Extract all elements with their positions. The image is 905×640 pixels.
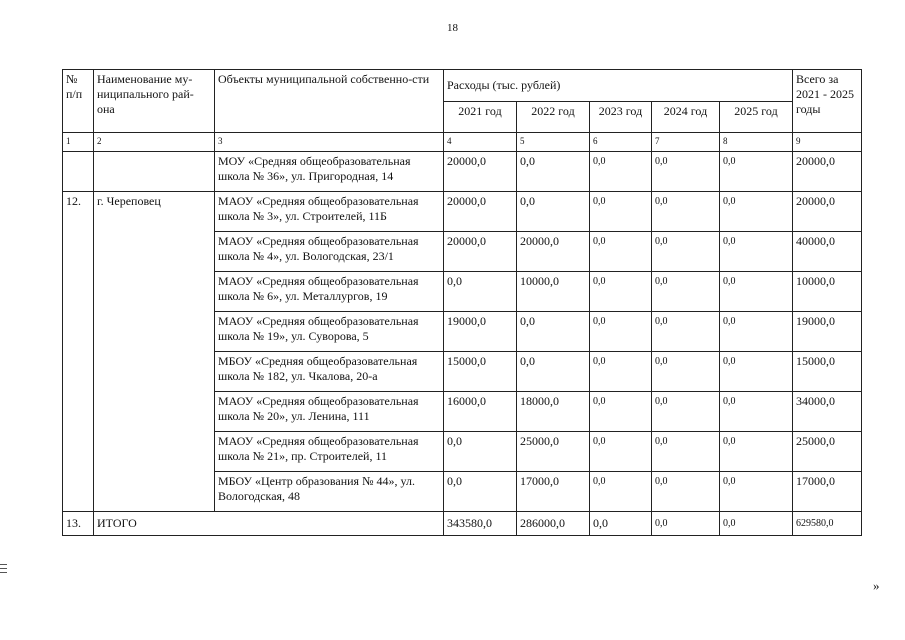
value-2022: 0,0 [517, 352, 590, 392]
column-index: 1 [63, 133, 94, 152]
column-index-row [63, 133, 862, 152]
value-total: 15000,0 [793, 352, 862, 392]
value-2023: 0,0 [590, 152, 652, 192]
header-district: Наименование му-ниципального рай-она [94, 70, 215, 133]
value-2022: 17000,0 [517, 472, 590, 512]
value-2021: 0,0 [444, 432, 517, 472]
column-index: 8 [720, 133, 793, 152]
value-2023: 0,0 [590, 352, 652, 392]
row-object: МАОУ «Средняя общеобразовательная школа № 4», ул. Вологодская, 23/1 [215, 232, 444, 272]
value-2025: 0,0 [720, 192, 793, 232]
group-num: 12. [63, 192, 94, 512]
total-num: 13. [63, 512, 94, 536]
group-district: г. Череповец [94, 192, 215, 512]
expenses-table [62, 69, 862, 536]
value-2021: 20000,0 [444, 192, 517, 232]
value-total: 20000,0 [793, 192, 862, 232]
value-2025: 0,0 [720, 392, 793, 432]
value-2023: 0,0 [590, 192, 652, 232]
header-year-2024: 2024 год [652, 102, 720, 133]
total-2022: 286000,0 [517, 512, 590, 536]
total-2023: 0,0 [590, 512, 652, 536]
value-total: 40000,0 [793, 232, 862, 272]
value-2024: 0,0 [652, 432, 720, 472]
header-year-2025: 2025 год [720, 102, 793, 133]
value-2021: 20000,0 [444, 232, 517, 272]
value-2024: 0,0 [652, 352, 720, 392]
column-index: 5 [517, 133, 590, 152]
column-index: 3 [215, 133, 444, 152]
value-2022: 0,0 [517, 152, 590, 192]
value-total: 19000,0 [793, 312, 862, 352]
value-2023: 0,0 [590, 432, 652, 472]
header-year-2022: 2022 год [517, 102, 590, 133]
value-2025: 0,0 [720, 232, 793, 272]
column-index: 4 [444, 133, 517, 152]
value-total: 34000,0 [793, 392, 862, 432]
total-all: 629580,0 [793, 512, 862, 536]
value-total: 10000,0 [793, 272, 862, 312]
value-2025: 0,0 [720, 472, 793, 512]
header-num: № п/п [63, 70, 94, 133]
value-2025: 0,0 [720, 432, 793, 472]
header-year-2021: 2021 год [444, 102, 517, 133]
value-2023: 0,0 [590, 472, 652, 512]
table-row [63, 192, 862, 232]
value-2024: 0,0 [652, 312, 720, 352]
value-2021: 16000,0 [444, 392, 517, 432]
table-row [63, 152, 862, 192]
value-2025: 0,0 [720, 312, 793, 352]
value-2025: 0,0 [720, 152, 793, 192]
header-expenses: Расходы (тыс. рублей) [444, 70, 793, 102]
value-2024: 0,0 [652, 472, 720, 512]
column-index: 7 [652, 133, 720, 152]
row-district [94, 152, 215, 192]
value-total: 20000,0 [793, 152, 862, 192]
value-2022: 0,0 [517, 192, 590, 232]
value-2021: 20000,0 [444, 152, 517, 192]
header-objects: Объекты муниципальной собственно-сти [215, 70, 444, 133]
header-total: Всего за 2021 - 2025 годы [793, 70, 862, 133]
value-2021: 0,0 [444, 472, 517, 512]
row-object: МАОУ «Средняя общеобразовательная школа № 20», ул. Ленина, 111 [215, 392, 444, 432]
value-2022: 18000,0 [517, 392, 590, 432]
value-2023: 0,0 [590, 312, 652, 352]
value-2024: 0,0 [652, 152, 720, 192]
page-number: 18 [447, 22, 458, 34]
total-2024: 0,0 [652, 512, 720, 536]
value-2024: 0,0 [652, 232, 720, 272]
closing-quote: » [873, 578, 880, 593]
value-2022: 20000,0 [517, 232, 590, 272]
column-index: 6 [590, 133, 652, 152]
total-2021: 343580,0 [444, 512, 517, 536]
column-index: 9 [793, 133, 862, 152]
total-row [63, 512, 862, 536]
value-2023: 0,0 [590, 272, 652, 312]
total-label: ИТОГО [94, 512, 444, 536]
row-object: МАОУ «Средняя общеобразовательная школа № 21», пр. Строителей, 11 [215, 432, 444, 472]
header-year-2023: 2023 год [590, 102, 652, 133]
value-2025: 0,0 [720, 352, 793, 392]
value-2025: 0,0 [720, 272, 793, 312]
row-num [63, 152, 94, 192]
row-object: МАОУ «Средняя общеобразовательная школа № 3», ул. Строителей, 11Б [215, 192, 444, 232]
value-2024: 0,0 [652, 272, 720, 312]
row-object: МАОУ «Средняя общеобразовательная школа № 19», ул. Суворова, 5 [215, 312, 444, 352]
value-2024: 0,0 [652, 392, 720, 432]
value-2022: 25000,0 [517, 432, 590, 472]
value-2021: 19000,0 [444, 312, 517, 352]
total-2025: 0,0 [720, 512, 793, 536]
value-2022: 10000,0 [517, 272, 590, 312]
value-2024: 0,0 [652, 192, 720, 232]
value-total: 25000,0 [793, 432, 862, 472]
row-object: МАОУ «Средняя общеобразовательная школа № 6», ул. Металлургов, 19 [215, 272, 444, 312]
margin-mark [0, 564, 7, 576]
value-2022: 0,0 [517, 312, 590, 352]
header-row [63, 70, 862, 102]
row-object: МБОУ «Средняя общеобразовательная школа № 182, ул. Чкалова, 20-а [215, 352, 444, 392]
row-object: МОУ «Средняя общеобразовательная школа № 36», ул. Пригородная, 14 [215, 152, 444, 192]
value-total: 17000,0 [793, 472, 862, 512]
value-2023: 0,0 [590, 392, 652, 432]
row-object: МБОУ «Центр образования № 44», ул. Вологодская, 48 [215, 472, 444, 512]
column-index: 2 [94, 133, 215, 152]
value-2023: 0,0 [590, 232, 652, 272]
value-2021: 15000,0 [444, 352, 517, 392]
value-2021: 0,0 [444, 272, 517, 312]
